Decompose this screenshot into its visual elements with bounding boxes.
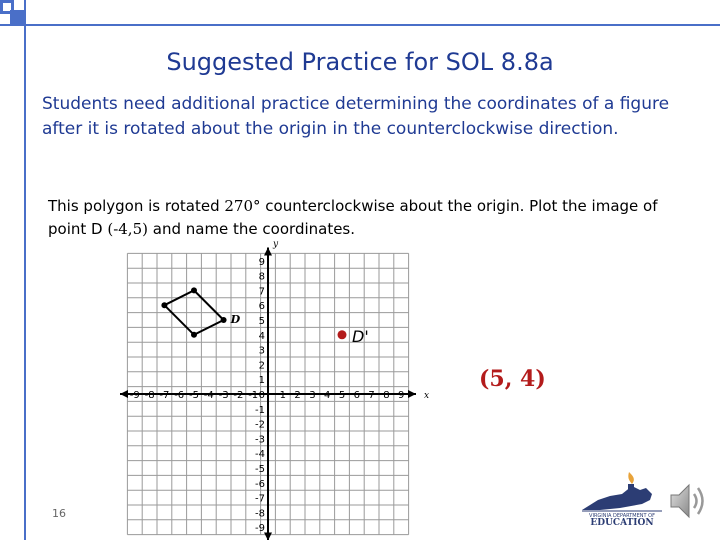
x-tick-label: -2 [233, 390, 244, 401]
y-tick-label: -9 [255, 523, 265, 535]
polygon-vertex [221, 317, 227, 323]
prompt-angle: 270° [224, 197, 261, 215]
x-tick-label: 6 [353, 390, 360, 401]
point-d-prime [338, 330, 347, 339]
prompt-part-3: and name the coordinates. [147, 220, 356, 238]
x-tick-label: 5 [338, 390, 346, 401]
decorative-vertical-line [24, 0, 26, 540]
y-tick-label: -8 [255, 508, 265, 520]
x-tick-label: -3 [218, 390, 229, 401]
problem-prompt [48, 195, 688, 241]
x-tick-label: -7 [159, 390, 170, 401]
polygon-vertex [191, 287, 197, 293]
x-tick-label: -6 [174, 390, 185, 401]
x-tick-label: 7 [368, 390, 375, 401]
prompt-point: (-4,5) [107, 220, 148, 238]
y-tick-label: 3 [258, 345, 265, 357]
y-tick-label: 2 [258, 360, 265, 372]
y-tick-label: 1 [258, 375, 265, 387]
polygon-vertex [191, 332, 197, 338]
y-axis-arrow-down [264, 533, 272, 540]
x-tick-label: 9 [398, 390, 405, 401]
intro-text: Students need additional practice determining the coordinates of a figure after it is rotated about the origin in the counterclockwise direction. [42, 94, 670, 139]
page-number: 16 [52, 507, 66, 520]
x-tick-label: -1 [248, 390, 259, 401]
x-axis-arrow-left [120, 390, 128, 398]
x-tick-label: 2 [294, 390, 301, 401]
y-tick-label: -7 [255, 493, 265, 505]
y-tick-label: 7 [258, 286, 265, 298]
polygon-vertex [161, 302, 167, 308]
y-tick-label: -5 [255, 464, 265, 475]
decorative-square-filled [10, 10, 24, 24]
y-tick-label: -1 [255, 404, 265, 416]
coordinate-grid [118, 239, 438, 535]
y-tick-label: 5 [258, 316, 265, 327]
y-axis-label: y [273, 239, 279, 250]
y-tick-label: 9 [258, 256, 265, 268]
x-tick-label: -4 [203, 390, 214, 401]
y-tick-label: 8 [258, 271, 265, 283]
x-axis-label: x [424, 391, 430, 401]
decorative-horizontal-line [0, 24, 720, 26]
x-axis-arrow-right [408, 390, 416, 398]
y-tick-label: -6 [255, 478, 265, 490]
y-tick-label: -2 [255, 419, 265, 431]
prompt-part-2: counterclockwise about the origin. Plot the image of point D [48, 197, 658, 238]
slide-title: Suggested Practice for SOL 8.8a [166, 48, 554, 76]
x-tick-label: 8 [383, 390, 390, 401]
virginia-state-shape [582, 486, 652, 510]
x-tick-label: 1 [279, 390, 286, 401]
y-axis-arrow-up [264, 247, 272, 255]
vdoe-logo [580, 470, 664, 526]
origin-label: 0 [258, 390, 265, 401]
prompt-part-1: This polygon is rotated [48, 197, 225, 215]
answer-coordinates: (5, 4) [479, 366, 546, 392]
x-tick-label: 3 [309, 390, 316, 401]
x-tick-label: 4 [324, 390, 331, 401]
x-tick-label: -5 [189, 390, 199, 401]
y-tick-label: -3 [255, 434, 265, 446]
x-tick-label: -8 [144, 390, 155, 401]
y-tick-label: -4 [255, 449, 265, 461]
point-d-prime-label: D' [352, 326, 369, 346]
speaker-icon[interactable] [668, 478, 708, 524]
point-d-label: D [230, 313, 241, 326]
y-tick-label: 6 [258, 301, 265, 313]
y-tick-label: 4 [258, 330, 265, 342]
x-tick-label: -9 [129, 390, 140, 401]
logo-line-1: VIRGINIA DEPARTMENT OF [589, 513, 655, 519]
logo-line-2: EDUCATION [590, 518, 654, 528]
